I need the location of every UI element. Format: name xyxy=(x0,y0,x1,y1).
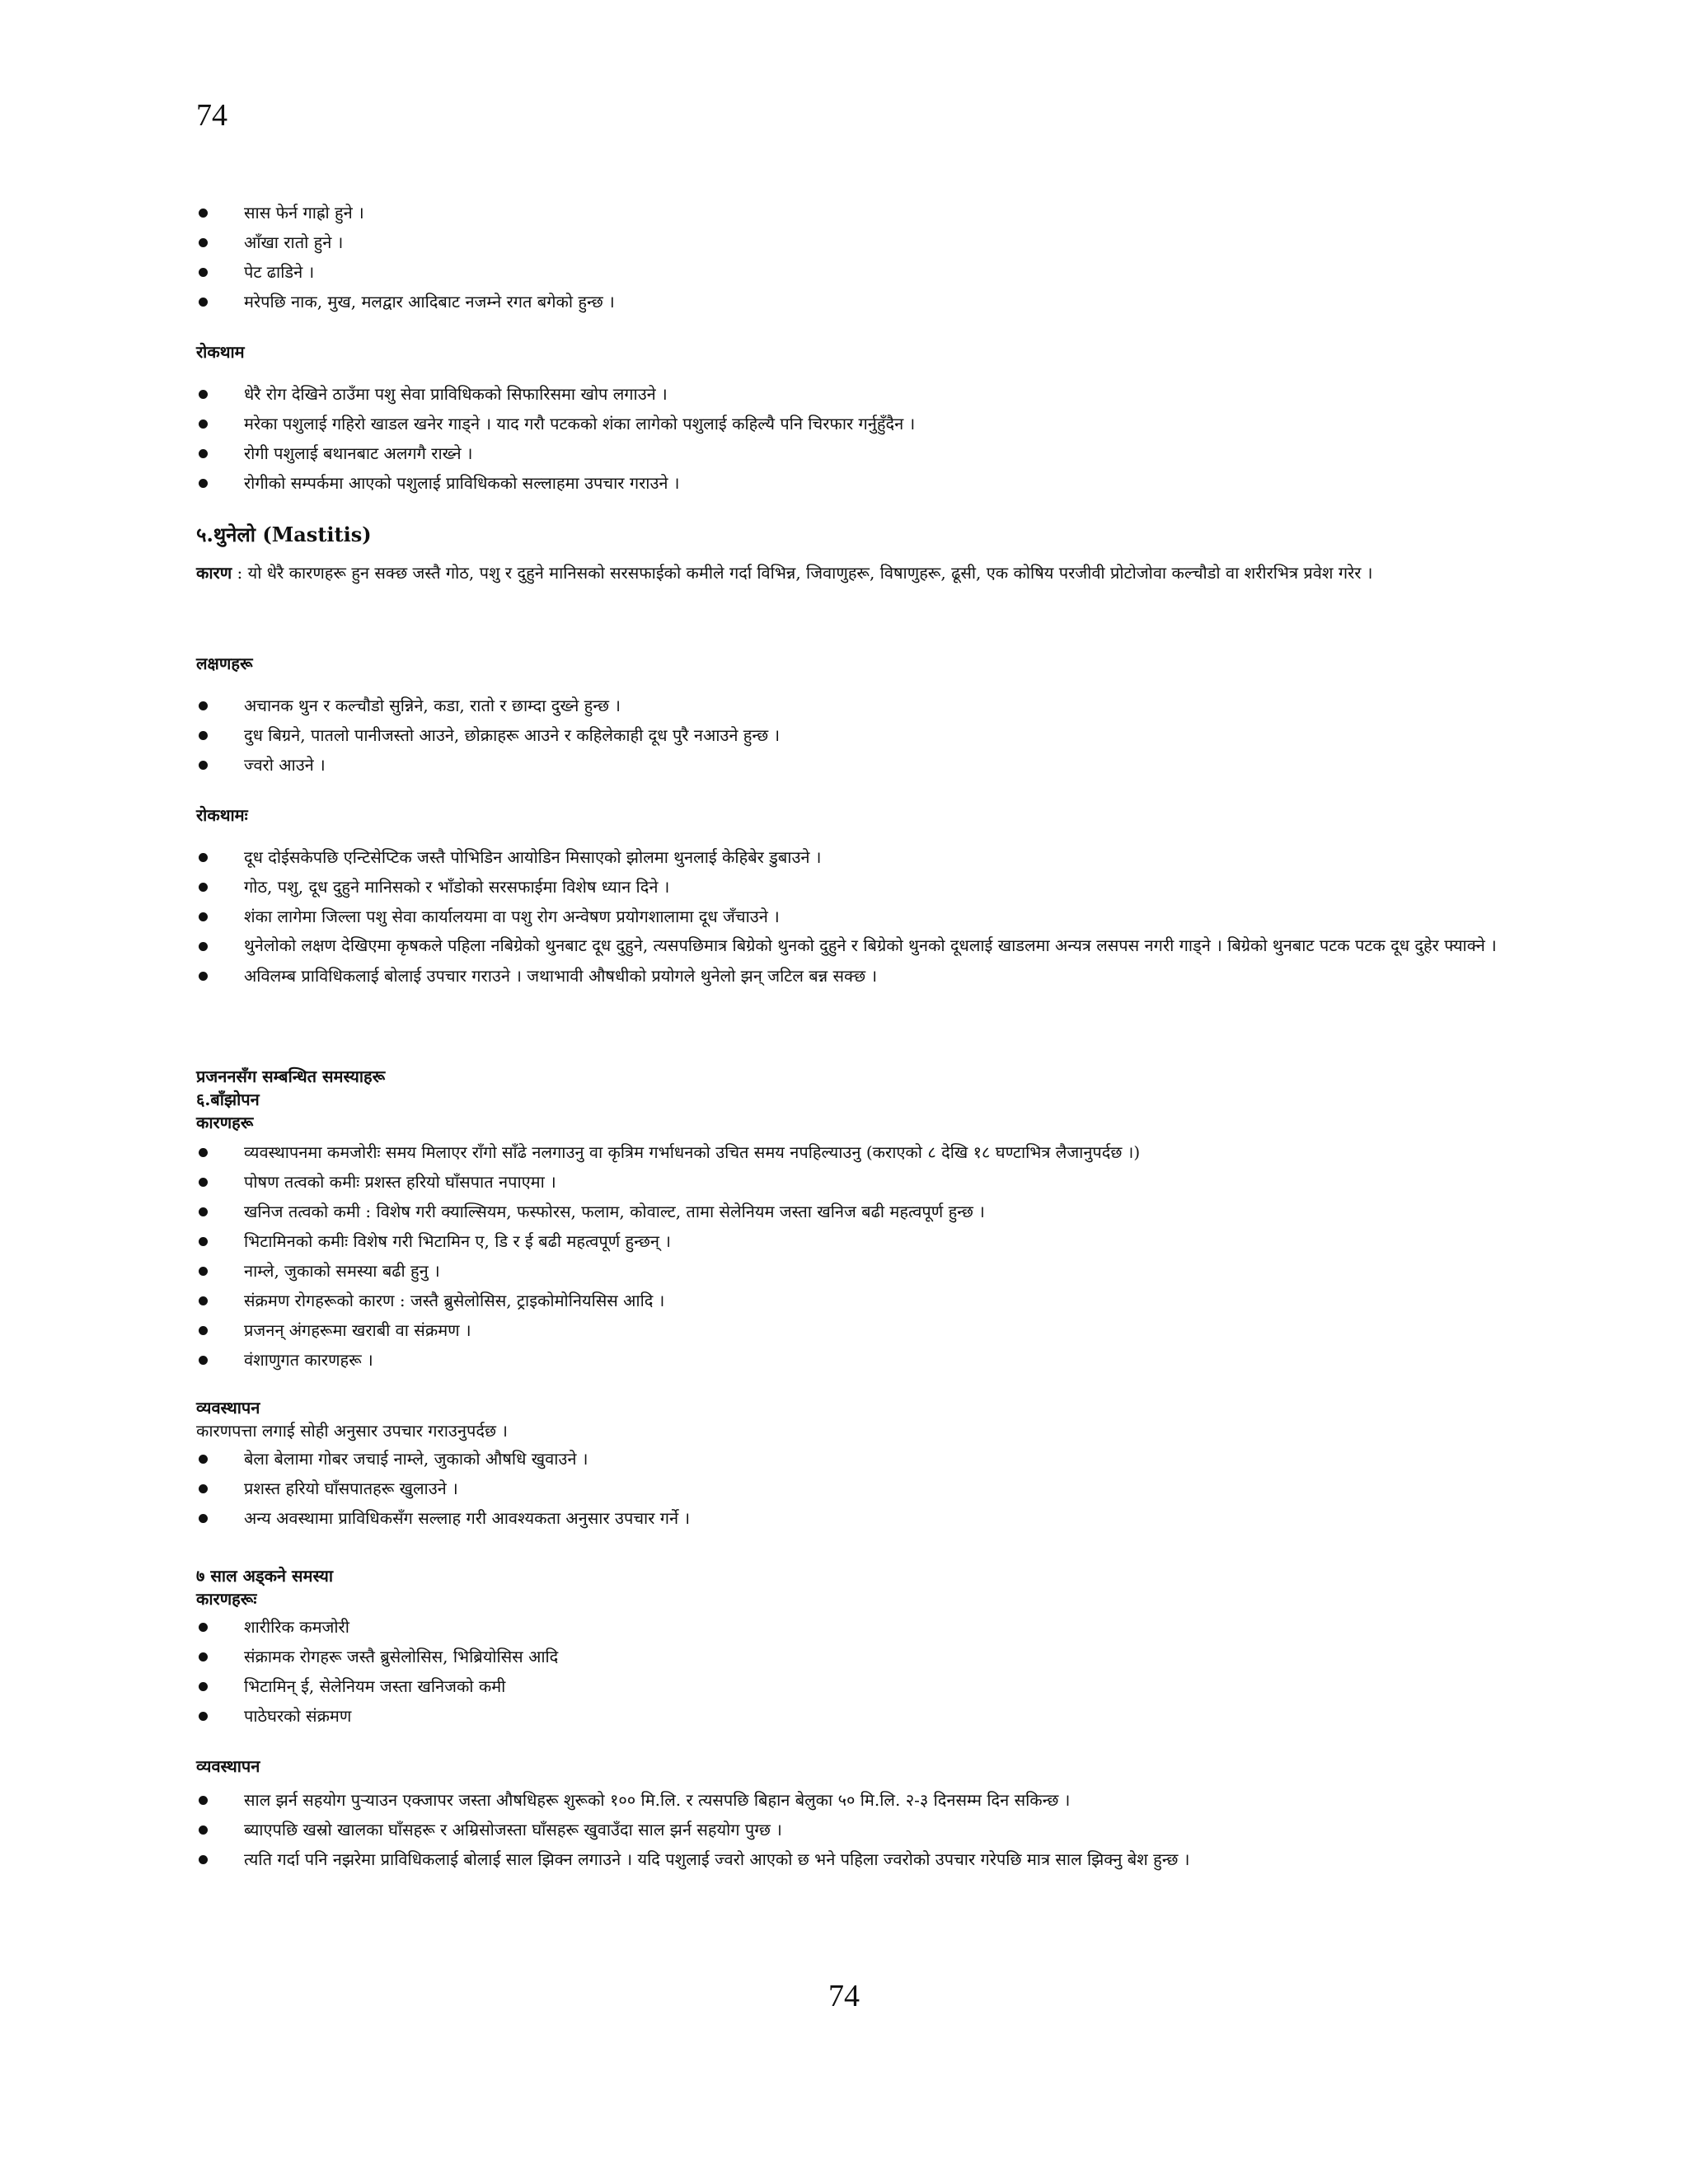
list-item: सास फेर्न गाह्रो हुने । xyxy=(196,198,1498,227)
bullet-icon xyxy=(199,479,208,488)
bullet-icon xyxy=(199,761,208,770)
list-item: खनिज तत्वको कमी : विशेष गरी क्याल्सियम, फस्फोरस, फलाम, कोवाल्ट, तामा सेलेनियम जस्ता खनिज बढी महत्वपूर्ण हुन्छ । xyxy=(196,1197,1498,1226)
bullet-icon xyxy=(199,209,208,218)
list-item: ज्वरो आउने । xyxy=(196,750,1498,780)
list-item: दूध दोईसकेपछि एन्टिसेप्टिक जस्तै पोभिडिन आयोडिन मिसाएको झोलमा थुनलाई केहिबेर डुबाउने । xyxy=(196,842,1498,872)
prevention1-heading: रोकथाम xyxy=(196,342,245,362)
mastitis-symptoms-list xyxy=(196,691,1498,780)
list-item: ब्याएपछि खस्रो खालका घाँसहरू र अम्रिसोजस्ता घाँसहरू खुवाउँदा साल झर्न सहयोग पुग्छ । xyxy=(196,1815,1498,1844)
infertility-causes-list xyxy=(196,1137,1498,1375)
list-item: त्यति गर्दा पनि नझरेमा प्राविधिकलाई बोलाई साल झिक्न लगाउने । यदि पशुलाई ज्वरो आएको छ भने पहिला ज्वरोको उपचार गरेपछि मात्र साल झिक्नु बेश हुन्छ । xyxy=(196,1844,1498,1874)
list-item: नाम्ले, जुकाको समस्या बढी हुनु । xyxy=(196,1256,1498,1286)
bullet-icon xyxy=(199,1356,208,1365)
placenta-management-heading: व्यवस्थापन xyxy=(196,1756,260,1776)
list-item: प्रशस्त हरियो घाँसपातहरू खुलाउने । xyxy=(196,1474,1498,1503)
management-intro: कारणपत्ता लगाई सोही अनुसार उपचार गराउनुपर्दछ । xyxy=(196,1421,508,1441)
placenta-management-list xyxy=(196,1785,1498,1874)
list-item: दुध बिग्रने, पातलो पानीजस्तो आउने, छोक्राहरू आउने र कहिलेकाही दूध पुरै नआउने हुन्छ । xyxy=(196,720,1498,750)
list-item: भिटामिनको कमीः विशेष गरी भिटामिन ए, डि र ई बढी महत्वपूर्ण हुन्छन् । xyxy=(196,1226,1498,1256)
bullet-icon xyxy=(199,942,208,951)
placenta-causes-list xyxy=(196,1612,1498,1731)
bullet-icon xyxy=(199,731,208,740)
cause-label: कारण xyxy=(196,563,232,583)
causes-heading: कारणहरू xyxy=(196,1113,254,1132)
bullet-icon xyxy=(199,1455,208,1464)
bullet-icon xyxy=(199,853,208,862)
management-heading: व्यवस्थापन xyxy=(196,1398,260,1418)
list-item: मरेपछि नाक, मुख, मलद्वार आदिबाट नजम्ने रगत बगेको हुन्छ । xyxy=(196,287,1498,316)
list-item: अविलम्ब प्राविधिकलाई बोलाई उपचार गराउने । जथाभावी औषधीको प्रयोगले थुनेलो झन् जटिल बन्न सक्छ । xyxy=(196,961,1498,991)
bullet-icon xyxy=(199,1855,208,1864)
list-item: गोठ, पशु, दूध दुहुने मानिसको र भाँडोको सरसफाईमा विशेष ध्यान दिने । xyxy=(196,872,1498,902)
list-item: पाठेघरको संक्रमण xyxy=(196,1701,1498,1731)
mastitis-cause xyxy=(196,560,1498,585)
mastitis-title: ५.थुनेलो (Mastitis) xyxy=(196,523,372,546)
bullet-icon xyxy=(199,238,208,247)
infertility-management-list xyxy=(196,1444,1498,1533)
bullet-icon xyxy=(199,298,208,307)
list-item: रोगीको सम्पर्कमा आएको पशुलाई प्राविधिकको सल्लाहमा उपचार गराउने । xyxy=(196,468,1498,498)
bullet-icon xyxy=(199,1237,208,1246)
prevention1-list xyxy=(196,379,1498,498)
list-item: थुनेलोको लक्षण देखिएमा कृषकले पहिला नबिग्रेको थुनबाट दूध दुहुने, त्यसपछिमात्र बिग्रेको थुनको दुहुने र बिग्रेको थुनको दूधलाई खाडलमा अन्यत्र लसपस नगरी गाड्ने । बिग्रेको थुनबाट पटक पटक दूध दुहेर फ्याक्ने । xyxy=(196,931,1498,961)
list-item: शारीरिक कमजोरी xyxy=(196,1612,1498,1642)
bullet-icon xyxy=(199,268,208,277)
list-item: मरेका पशुलाई गहिरो खाडल खनेर गाड्ने । याद गरौ पटकको शंका लागेको पशुलाई कहिल्यै पनि चिरफार गर्नुहुँदैन । xyxy=(196,409,1498,438)
bullet-icon xyxy=(199,1267,208,1276)
page-number-bottom: 74 xyxy=(828,1979,860,2013)
bullet-icon xyxy=(199,1148,208,1157)
bullet-icon xyxy=(199,972,208,981)
list-item: शंका लागेमा जिल्ला पशु सेवा कार्यालयमा वा पशु रोग अन्वेषण प्रयोगशालामा दूध जँचाउने । xyxy=(196,902,1498,931)
bullet-icon xyxy=(199,1652,208,1661)
list-item: प्रजनन् अंगहरूमा खराबी वा संक्रमण । xyxy=(196,1315,1498,1345)
reproduction-headings xyxy=(196,1065,1498,1134)
list-item: आँखा रातो हुने । xyxy=(196,227,1498,257)
bullet-icon xyxy=(199,390,208,399)
list-item: धेरै रोग देखिने ठाउँमा पशु सेवा प्राविधिकको सिफारिसमा खोप लगाउने । xyxy=(196,379,1498,409)
bullet-icon xyxy=(199,1682,208,1691)
list-item: व्यवस्थापनमा कमजोरीः समय मिलाएर राँगो साँढे नलगाउनु वा कृत्रिम गर्भाधनको उचित समय नपहिल्याउनु (कराएको ८ देखि १८ घण्टाभित्र लैजानुपर्दछ ।) xyxy=(196,1137,1498,1167)
infertility-management-header xyxy=(196,1396,1498,1442)
bullet-icon xyxy=(199,1207,208,1216)
bullet-icon xyxy=(199,1484,208,1493)
section-title: प्रजननसँग सम्बन्धित समस्याहरू xyxy=(196,1066,386,1086)
list-item: पेट ढाडिने । xyxy=(196,257,1498,287)
bullet-icon xyxy=(199,1514,208,1523)
bullet-icon xyxy=(199,449,208,458)
bullet-icon xyxy=(199,701,208,710)
list-item: बेला बेलामा गोबर जचाई नाम्ले, जुकाको औषधि खुवाउने । xyxy=(196,1444,1498,1474)
placenta-causes-heading: कारणहरूः xyxy=(196,1589,257,1609)
page-number-top: 74 xyxy=(196,98,227,133)
bullet-icon xyxy=(199,883,208,892)
bullet-icon xyxy=(199,1796,208,1805)
list-item: भिटामिन् ई, सेलेनियम जस्ता खनिजको कमी xyxy=(196,1671,1498,1701)
list-item: वंशाणुगत कारणहरू । xyxy=(196,1345,1498,1375)
bullet-icon xyxy=(199,1296,208,1305)
bullet-icon xyxy=(199,419,208,429)
list-item: संक्रामक रोगहरू जस्तै ब्रुसेलोसिस, भिब्रियोसिस आदि xyxy=(196,1642,1498,1671)
bullet-icon xyxy=(199,1712,208,1721)
bullet-icon xyxy=(199,1623,208,1632)
list-item: अचानक थुन र कल्चौडो सुन्निने, कडा, रातो र छाम्दा दुख्ने हुन्छ । xyxy=(196,691,1498,720)
subsection-title: ६.बाँझोपन xyxy=(196,1090,260,1109)
mastitis-symptoms-heading: लक्षणहरू xyxy=(196,654,253,673)
list-item: साल झर्न सहयोग पुऱ्याउन एक्जापर जस्ता औषधिहरू शुरूको १०० मि.लि. र त्यसपछि बिहान बेलुका ५० मि.लि. २-३ दिनसम्म दिन सकिन्छ । xyxy=(196,1785,1498,1815)
mastitis-prevention-list xyxy=(196,842,1498,991)
list-item: रोगी पशुलाई बथानबाट अलगगै राख्ने । xyxy=(196,438,1498,468)
intro-symptoms xyxy=(196,198,1498,316)
list-item: संक्रमण रोगहरूको कारण : जस्तै ब्रुसेलोसिस, ट्राइकोमोनियसिस आदि । xyxy=(196,1286,1498,1315)
placenta-headings xyxy=(196,1564,1498,1610)
list-item: पोषण तत्वको कमीः प्रशस्त हरियो घाँसपात नपाएमा । xyxy=(196,1167,1498,1197)
bullet-icon xyxy=(199,912,208,921)
bullet-icon xyxy=(199,1326,208,1335)
bullet-icon xyxy=(199,1178,208,1187)
placenta-title: ७ साल अड्कने समस्या xyxy=(196,1566,334,1586)
cause-text: : यो धेरै कारणहरू हुन सक्छ जस्तै गोठ, पशु र दुहुने मानिसको सरसफाईको कमीले गर्दा विभिन्न, जिवाणुहरू, विषाणुहरू, ढूसी, एक कोषिय परजीवी प्रोटोजोवा कल्चौडो वा शरीरभित्र प्रवेश गरेर । xyxy=(232,563,1373,583)
bullet-icon xyxy=(199,1825,208,1835)
mastitis-prevention-heading: रोकथामः xyxy=(196,805,248,825)
list-item: अन्य अवस्थामा प्राविधिकसँग सल्लाह गरी आवश्यकता अनुसार उपचार गर्ने । xyxy=(196,1503,1498,1533)
